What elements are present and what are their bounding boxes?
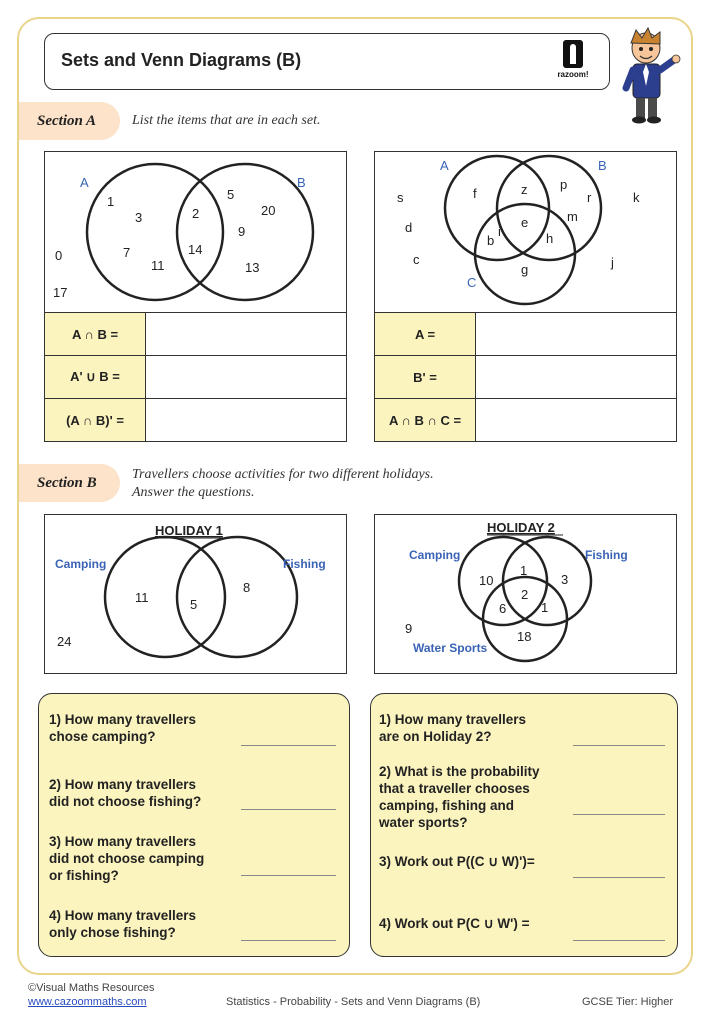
element: 13 [245,260,260,275]
set-c-label: C [467,275,477,290]
camping-label: Camping [409,548,461,562]
page-title: Sets and Venn Diagrams (B) [61,50,302,70]
questions-holiday-2 [370,693,678,957]
camping-circle [105,537,225,657]
element: 11 [151,258,165,273]
section-a-instruction: List the items that are in each set. [132,113,321,128]
element: k [633,190,640,205]
count: 5 [190,597,198,612]
element: p [560,177,568,192]
section-b-instruction-2: Answer the questions. [132,485,255,500]
element: 7 [123,245,131,260]
table-label: A ∩ B = [45,313,146,356]
logo-mark-icon [563,40,583,68]
element: f [473,186,477,201]
count: 2 [521,587,529,602]
table-label: A ∩ B ∩ C = [375,399,476,442]
element: 17 [53,285,68,300]
cazoom-logo [549,40,597,84]
answer-cell[interactable] [146,356,347,399]
footer-topic: Statistics - Probability - Sets and Venn Diagrams (B) [226,996,481,1008]
set-a-label: A [440,158,449,173]
fishing-label: Fishing [283,557,326,571]
section-b-instruction-1: Travellers choose activities for two different holidays. [132,467,434,482]
answer-line[interactable] [241,809,336,810]
footer-website-container [28,996,147,1008]
element: e [521,215,529,230]
water-sports-label: Water Sports [413,641,488,655]
count: 9 [405,621,413,636]
count: 8 [243,580,251,595]
table-label: B' = [375,356,476,399]
question-3: 3) How many travellers did not choose camping or fishing? [49,834,205,883]
element: 9 [238,224,246,239]
title-box [44,33,610,90]
count: 18 [517,629,532,644]
answer-table-a2 [374,312,677,442]
answer-line[interactable] [241,940,336,941]
element: h [546,231,554,246]
table-label: A' ∪ B = [45,356,146,399]
answer-cell[interactable] [476,356,677,399]
element: 2 [192,206,200,221]
answer-table-a1 [44,312,347,442]
table-label: (A ∩ B)' = [45,399,146,442]
element: 3 [135,210,143,225]
venn-holiday-2 [374,514,677,674]
count: 3 [561,572,569,587]
element: g [521,262,529,277]
footer-website-link[interactable]: www.cazoommaths.com [28,996,147,1008]
section-b-tab: Section B [19,464,120,502]
holiday-1-title: HOLIDAY 1 [155,523,223,538]
element: s [397,190,404,205]
element: 0 [55,248,63,263]
element: 5 [227,187,235,202]
holiday-2-title: HOLIDAY 2 [487,520,555,535]
answer-cell[interactable] [476,399,677,442]
section-a-tab: Section A [19,102,120,140]
question-1: 1) How many travellers are on Holiday 2? [379,712,527,744]
element: b [487,233,495,248]
set-a-label: A [80,175,89,190]
element: c [413,252,420,267]
venn-holiday-1 [44,514,347,674]
set-a-circle [87,164,223,300]
set-b-label: B [598,158,607,173]
footer-tier: GCSE Tier: Higher [582,996,674,1008]
logo-text: razoom! [557,70,589,79]
element: z [521,182,528,197]
question-1: 1) How many travellers chose camping? [49,712,197,744]
element: 20 [261,203,276,218]
element: 14 [188,242,203,257]
element: r [587,190,592,205]
answer-line[interactable] [573,814,665,815]
element: i [498,224,501,239]
element: 1 [107,194,115,209]
footer-copyright: ©Visual Maths Resources [28,982,155,994]
answer-cell[interactable] [146,399,347,442]
count: 6 [499,601,507,616]
questions-holiday-1 [38,693,350,957]
question-4: 4) Work out P(C ∪ W') = [379,916,530,931]
question-4: 4) How many travellers only chose fishing? [49,908,197,940]
table-label: A = [375,313,476,356]
camping-label: Camping [55,557,107,571]
element: d [405,220,413,235]
question-2: 2) What is the probability that a traveller chooses camping, fishing and water sports? [379,764,540,830]
element: m [567,209,578,224]
answer-line[interactable] [241,745,336,746]
question-2: 2) How many travellers did not choose fishing? [49,777,202,809]
answer-cell[interactable] [476,313,677,356]
mascot-illustration [616,26,684,126]
count: 24 [57,634,72,649]
venn-diagram-a1 [44,151,347,313]
count: 10 [479,573,494,588]
set-b-label: B [297,175,306,190]
answer-line[interactable] [573,877,665,878]
answer-line[interactable] [573,940,665,941]
question-3: 3) Work out P((C ∪ W)')= [379,854,535,869]
answer-line[interactable] [241,875,336,876]
element: j [611,255,614,270]
venn-diagram-a2 [374,151,677,313]
answer-line[interactable] [573,745,665,746]
count: 11 [135,590,149,605]
count: 1 [520,563,528,578]
count: 1 [541,600,549,615]
fishing-label: Fishing [585,548,628,562]
answer-cell[interactable] [146,313,347,356]
